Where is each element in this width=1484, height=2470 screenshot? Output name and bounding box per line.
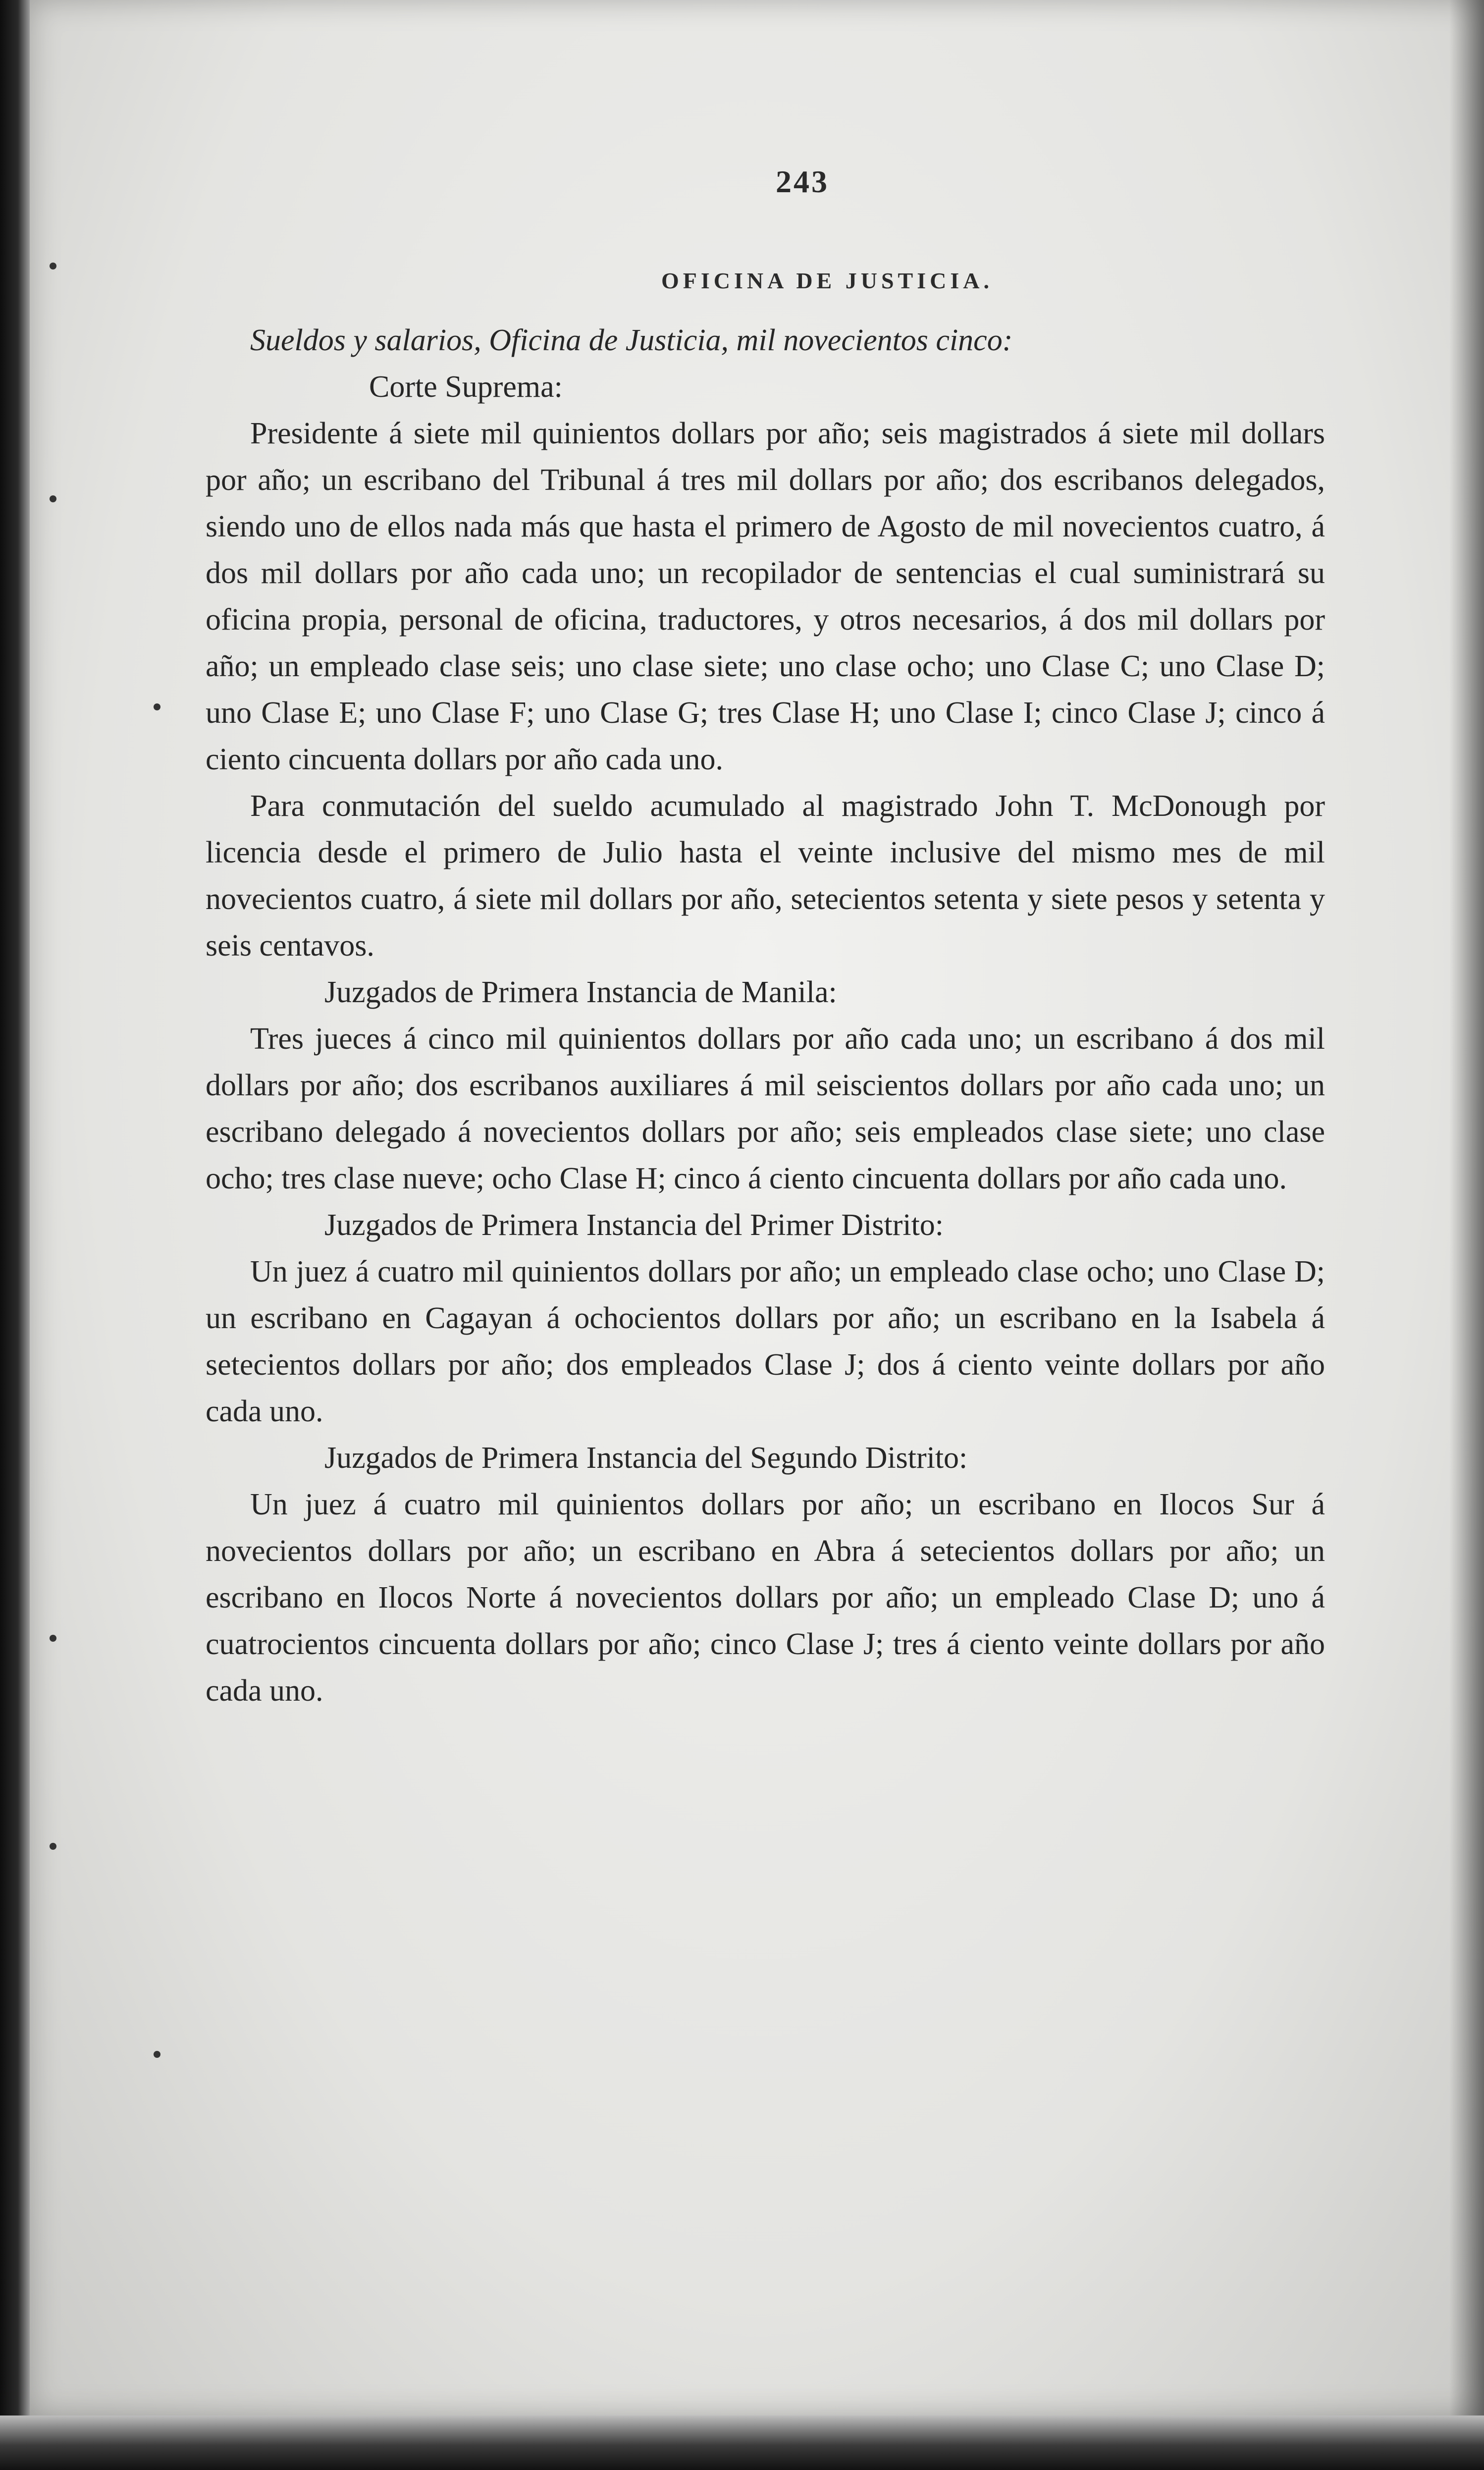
- scan-speck: [154, 2051, 160, 2058]
- scan-speck: [50, 1635, 56, 1642]
- section-title: OFICINA DE JUSTICIA.: [661, 268, 993, 293]
- heading-manila: Juzgados de Primera Instancia de Manila:: [324, 975, 837, 1009]
- paragraph-conmutacion: Para conmutación del sueldo acumulado al magistrado John T. McDonough por licencia desde el primero de Julio hasta el veinte inclusive del mismo mes de mil novecientos cuatro, á siete mil dollars por año, setecientos setenta y siete pesos y setenta y seis centavos.: [206, 789, 1325, 963]
- intro-line: Sueldos y salarios, Oficina de Justicia, mil novecientos cinco:: [250, 323, 1013, 357]
- heading-segundo-distrito: Juzgados de Primera Instancia del Segundo Distrito:: [324, 1441, 968, 1475]
- paragraph-corte-suprema: Presidente á siete mil quinientos dollars por año; seis magistrados á siete mil dollars por año; un escribano del Tribunal á tres mil dollars por año; dos escribanos delegados, siendo uno de ellos nada más que hasta el primero de Agosto de mil novecientos cuatro, á dos mil dollars por año cada uno; un recopilador de sentencias el cual suministrará su oficina propia, personal de oficina, traductores, y otros necesarios, á dos mil dollars por año; un empleado clase seis; uno clase siete; uno clase ocho; uno Clase C; uno Clase D; uno Clase E; uno Clase F; uno Clase G; tres Clase H; uno Clase I; cinco Clase J; cinco á ciento cincuenta dollars por año cada uno.: [206, 417, 1325, 776]
- paragraph-manila: Tres jueces á cinco mil quinientos dollars por año cada uno; un escribano á dos mil dollars por año; dos escribanos auxiliares á mil seiscientos dollars por año cada uno; un escribano delegado á novecientos dollars por año; seis empleados clase siete; uno clase ocho; tres clase nueve; ocho Clase H; cinco á ciento cincuenta dollars por año cada uno.: [206, 1022, 1325, 1195]
- scan-speck: [50, 1843, 56, 1850]
- page-number: 243: [776, 164, 829, 199]
- book-page: [30, 0, 1484, 2416]
- scan-speck: [154, 703, 160, 710]
- scan-edge-left: [0, 0, 30, 2470]
- body-text: [206, 317, 1325, 1714]
- paragraph-segundo-distrito: Un juez á cuatro mil quinientos dollars por año; un escribano en Ilocos Sur á novecientos dollars por año; un escribano en Abra á setecientos dollars por año; un escribano en Ilocos Norte á novecientos dollars por año; un empleado Clase D; uno á cuatrocientos cincuenta dollars por año; cinco Clase J; tres á ciento veinte dollars por año cada uno.: [206, 1488, 1325, 1708]
- paragraph-primer-distrito: Un juez á cuatro mil quinientos dollars por año; un empleado clase ocho; uno Clase D; un escribano en Cagayan á ochocientos dollars por año; un escribano en la Isabela á setecientos dollars por año; dos empleados Clase J; dos á ciento veinte dollars por año cada uno.: [206, 1255, 1325, 1428]
- scan-speck: [50, 495, 56, 502]
- heading-corte-suprema: Corte Suprema:: [369, 370, 563, 404]
- heading-primer-distrito: Juzgados de Primera Instancia del Primer Distrito:: [324, 1208, 944, 1242]
- scan-edge-bottom: [0, 2416, 1484, 2470]
- scan-speck: [50, 263, 56, 269]
